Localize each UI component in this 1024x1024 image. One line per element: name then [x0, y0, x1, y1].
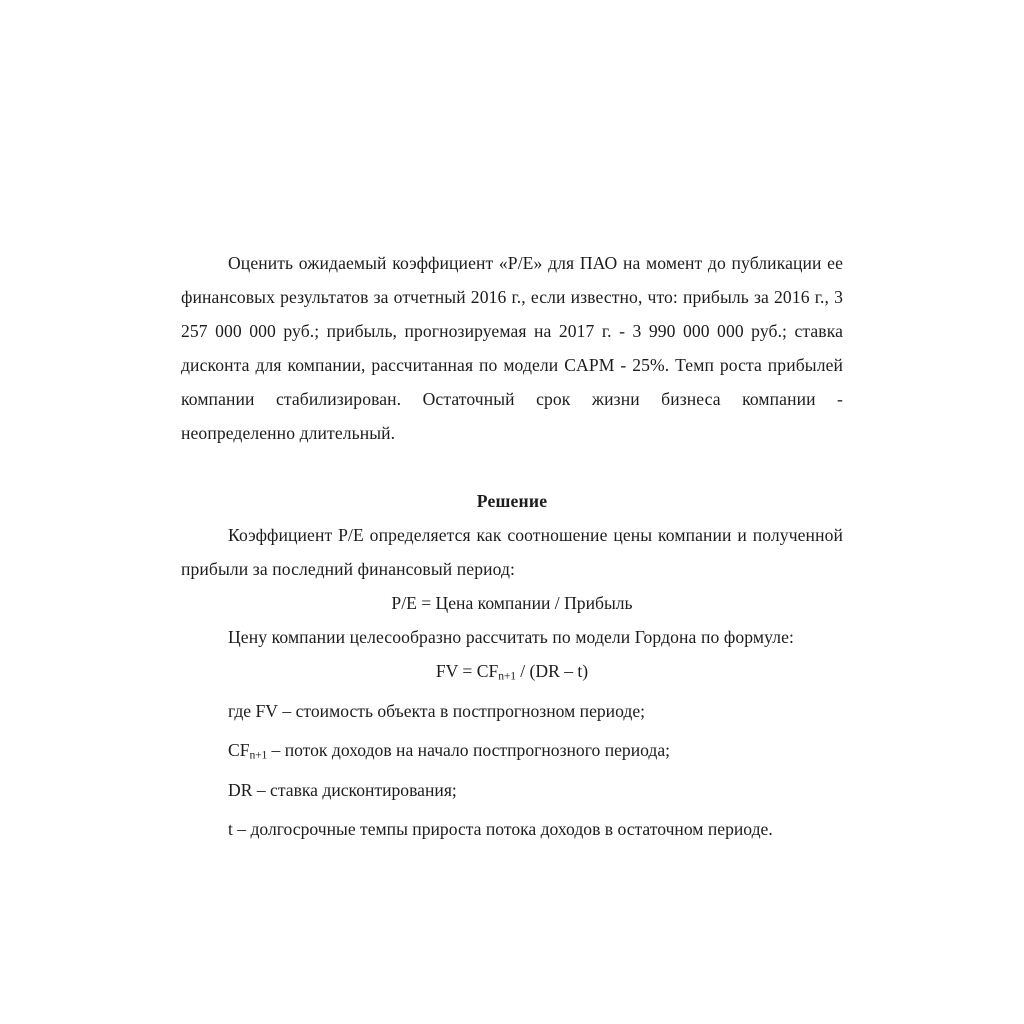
gordon-formula-subscript: n+1 [498, 669, 516, 683]
definition-item-t [181, 812, 843, 852]
definition-term: DR [228, 779, 253, 800]
definition-item-dr [181, 773, 843, 813]
gordon-formula [181, 654, 843, 694]
definition-term: где FV [228, 700, 278, 721]
document-body [181, 246, 843, 852]
definition-item-fv [181, 694, 843, 734]
definition-item-cf [181, 733, 843, 773]
definition-term: t [228, 819, 233, 840]
pe-ratio-formula: P/E = Цена компании / Прибыль [391, 593, 633, 613]
definition-term: CF [228, 740, 250, 761]
definition-text: – долгосрочные темпы прироста потока доходов в остаточном периоде. [232, 819, 773, 840]
gordon-formula-prefix: FV = CF [435, 661, 499, 681]
definition-text: – ставка дисконтирования; [252, 779, 457, 800]
definition-subscript: n+1 [249, 748, 268, 762]
solution-heading: Решение [476, 491, 548, 511]
gordon-formula-suffix: / (DR – t) [515, 661, 589, 681]
variable-definitions-list [181, 694, 843, 852]
gordon-model-paragraph: Цену компании целесообразно рассчитать по модели Гордона по формуле: [228, 627, 795, 647]
definition-text: – стоимость объекта в постпрогнозном периоде; [278, 700, 646, 721]
paragraph-spacer [181, 450, 843, 484]
definition-text: – поток доходов на начало постпрогнозного периода; [267, 740, 671, 761]
problem-statement-paragraph: Оценить ожидаемый коэффициент «P/E» для ПАО на момент до публикации ее финансовых результатов за отчетный 2016 г., если известно, что: прибыль за 2016 г., 3 257 000 000 руб.; прибыль, прогнозируемая на 2017 г. - 3 990 000 000 руб.; ставка дисконта для компании, рассчитанная по модели CAPM - 25%. Темп роста прибылей компании стабилизирован. Остаточный срок жизни бизнеса компании - неопределенно длительный. [181, 253, 843, 443]
pe-definition-paragraph: Коэффициент P/E определяется как соотношение цены компании и полученной прибыли за последний финансовый период: [181, 525, 843, 579]
